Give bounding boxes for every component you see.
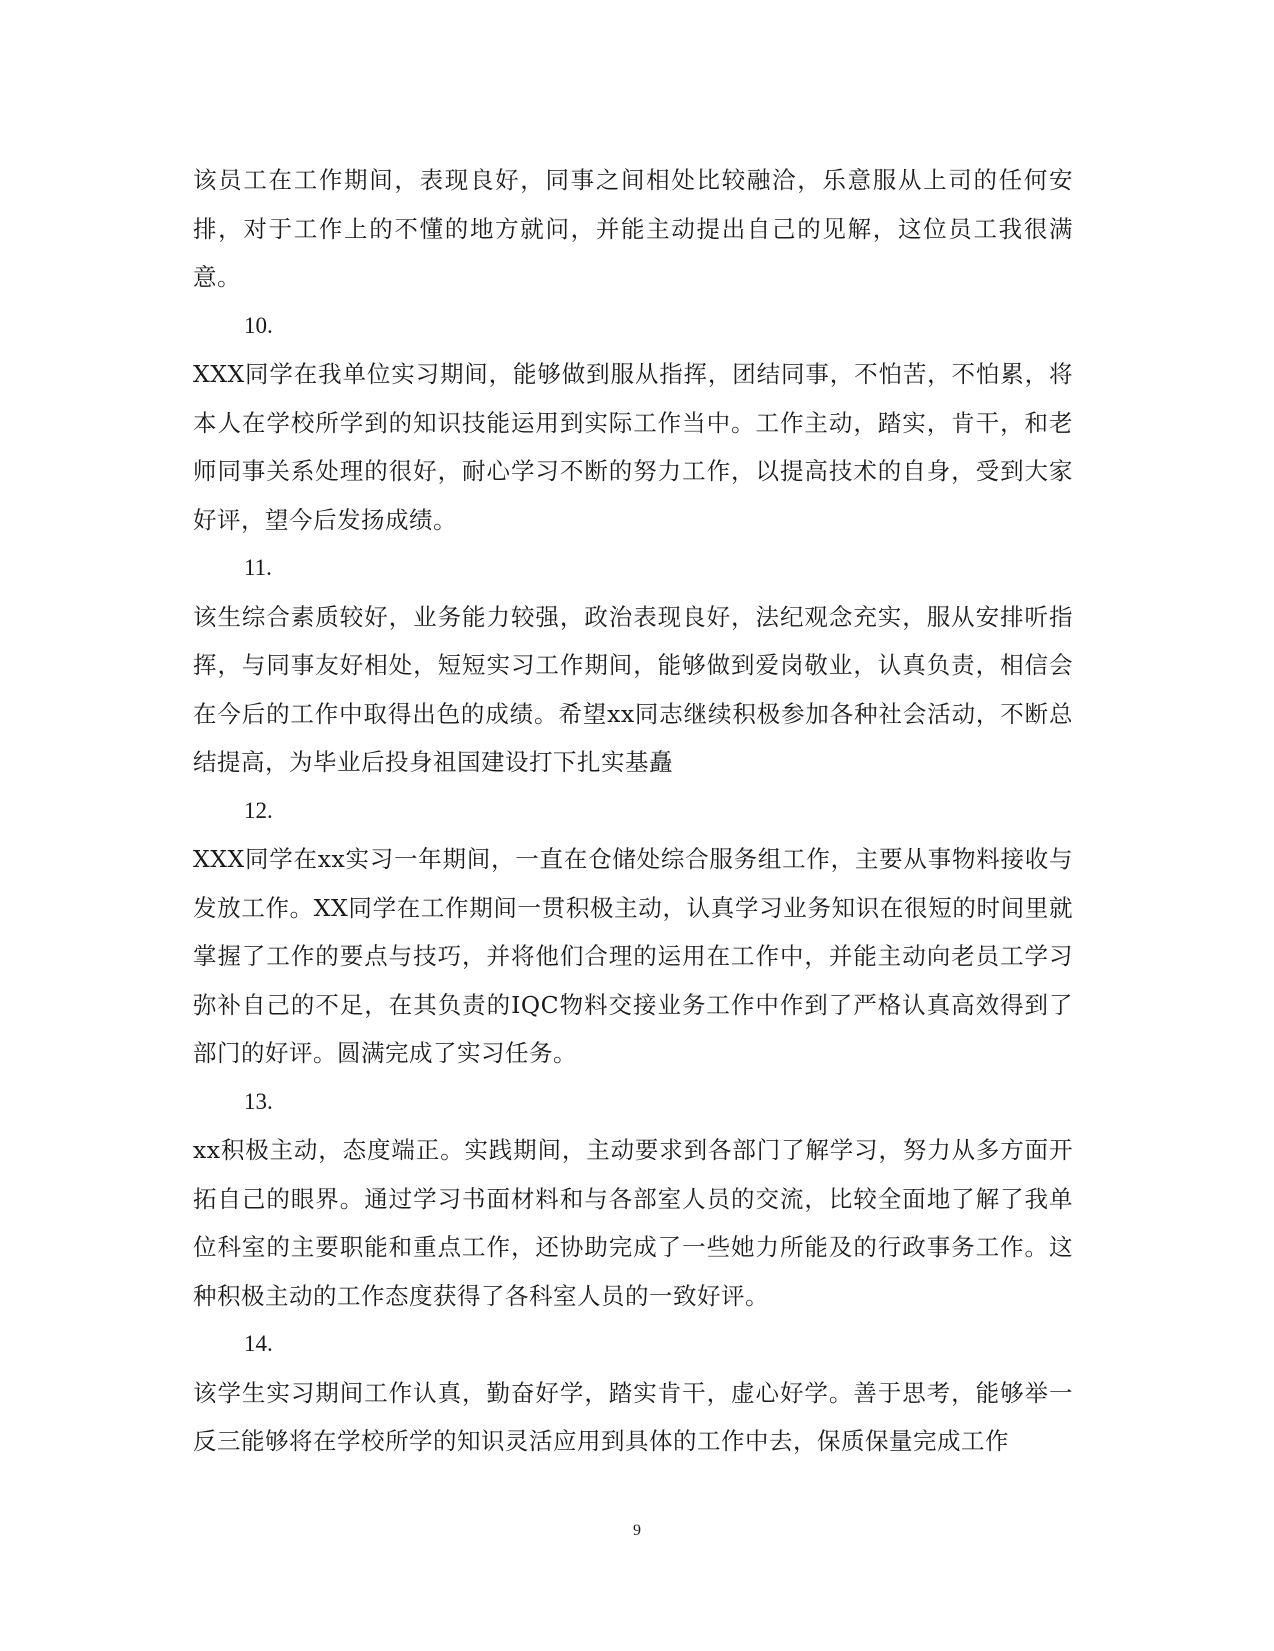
evaluation-paragraph: 该生综合素质较好，业务能力较强，政治表现良好，法纪观念充实，服从安排听指挥，与同事友好相处，短短实习工作期间，能够做到爱岗敬业，认真负责，相信会在今后的工作中取得出色的成绩。希望xx同志继续积极参加各种社会活动，不断总结提高，为毕业后投身祖国建设打下扎实基矗 <box>193 602 1073 776</box>
item-number: 11. <box>244 555 272 580</box>
evaluation-paragraph: XXX同学在xx实习一年期间，一直在仓储处综合服务组工作，主要从事物料接收与发放工作。XX同学在工作期间一贯积极主动，认真学习业务知识在很短的时间里就掌握了工作的要点与技巧，并将他们合理的运用在工作中，并能主动向老员工学习弥补自己的不足，在其负责的IQC物料交接业务工作中作到了严格认真高效得到了部门的好评。圆满完成了实习任务。 <box>193 845 1073 1067</box>
document-body <box>193 156 1073 1466</box>
item-number: 12. <box>244 797 273 823</box>
evaluation-paragraph: 该员工在工作期间，表现良好，同事之间相处比较融洽，乐意服从上司的任何安排，对于工作上的不懂的地方就问，并能主动提出自己的见解，这位员工我很满意。 <box>193 166 1073 291</box>
evaluation-paragraph: 该学生实习期间工作认真，勤奋好学，踏实肯干，虚心好学。善于思考，能够举一反三能够将在学校所学的知识灵活应用到具体的工作中去，保质保量完成工作 <box>193 1378 1073 1455</box>
page-number: 9 <box>633 1522 641 1539</box>
item-number: 10. <box>244 312 273 338</box>
evaluation-paragraph: xx积极主动，态度端正。实践期间，主动要求到各部门了解学习，努力从多方面开拓自己的眼界。通过学习书面材料和与各部室人员的交流，比较全面地了解了我单位科室的主要职能和重点工作，还协助完成了一些她力所能及的行政事务工作。这种积极主动的工作态度获得了各科室人员的一致好评。 <box>193 1136 1073 1310</box>
evaluation-paragraph: XXX同学在我单位实习期间，能够做到服从指挥，团结同事，不怕苦，不怕累，将本人在学校所学到的知识技能运用到实际工作当中。工作主动，踏实，肯干，和老师同事关系处理的很好，耐心学习不断的努力工作，以提高技术的自身，受到大家好评，望今后发扬成绩。 <box>193 360 1073 534</box>
item-number: 13. <box>244 1088 273 1114</box>
item-number: 14. <box>244 1331 273 1356</box>
